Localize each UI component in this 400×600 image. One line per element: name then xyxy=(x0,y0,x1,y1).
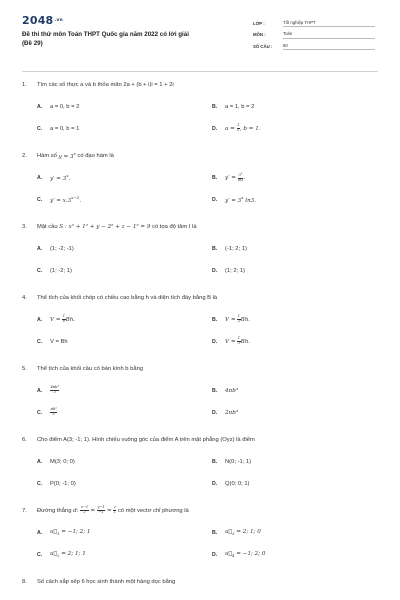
option-d[interactable]: D. 2πb³ xyxy=(212,409,239,416)
meta-subject: MÔN : Toán xyxy=(253,27,375,38)
option-d[interactable]: D. $y' = 3^x$ ln3. xyxy=(212,195,257,204)
question-stem: 3. Mặt cầu S : x² + 1² + y − 2² + z − 1² = 9 có tọa độ tâm I là xyxy=(22,223,197,230)
option-a[interactable]: A. (1; -2; -1) xyxy=(37,245,74,252)
option-d[interactable]: D. $u⃗_4 = -1$; 2; 0 xyxy=(212,550,266,559)
option-b[interactable]: B. 4πb³ xyxy=(212,387,239,394)
option-c[interactable]: C. V = Bh xyxy=(37,338,68,345)
option-a[interactable]: A. $\frac{\text{4πb³}}{3}$ xyxy=(37,385,59,394)
option-b[interactable]: B. $u⃗_3 = 2$; 1; 0 xyxy=(212,528,261,537)
meta-class: LỚP : Tốt nghiệp THPT xyxy=(253,16,375,27)
question-stem: 5. Thể tích của khối cầu có bán kính b bằng xyxy=(22,365,144,372)
option-b[interactable]: B. N(0; -1; 1) xyxy=(212,458,252,465)
option-c[interactable]: C. a = 0, b = 1 xyxy=(37,125,80,132)
option-c[interactable]: C. $\frac{\text{πb³}}{3}$ xyxy=(37,407,57,416)
option-a[interactable]: A. V = $\frac{1}{6}$ Bh. xyxy=(37,314,76,323)
meta-question-count: SỐ CÂU : 50 xyxy=(253,39,375,50)
meta-box xyxy=(253,16,375,50)
option-d[interactable]: D. Q(0; 0; 1) xyxy=(212,480,250,487)
option-d[interactable]: D. V = $\frac{1}{3}$ Bh. xyxy=(212,336,251,345)
option-b[interactable]: B. a = 1, b = 2 xyxy=(212,103,255,110)
option-a[interactable]: A. $y' = 3^x$. xyxy=(37,173,71,182)
option-c[interactable]: C. (1; -2; 1) xyxy=(37,267,72,274)
option-b[interactable]: B. V = $\frac{1}{2}$ Bh. xyxy=(212,314,251,323)
option-a[interactable]: A. a = 0, b = 2 xyxy=(37,103,80,110)
document-title: Đề thi thử môn Toán THPT Quốc gia năm 2022 có lời giải (Đề 29) xyxy=(22,31,189,47)
option-a[interactable]: A. M(3; 0; 0) xyxy=(37,458,75,465)
question-stem: 2. Hàm số $y = 3^x$ có đạo hàm là xyxy=(22,151,114,160)
option-d[interactable]: D. a = $\frac{1}{2}$ , b = 1. xyxy=(212,123,261,132)
document-header xyxy=(0,0,400,66)
option-a[interactable]: A. $u⃗_1 = -1$; 2; 1 xyxy=(37,528,91,537)
question-stem: 1. Tìm các số thực a và b thỏa mãn 2a + (b + i)i = 1 + 2i xyxy=(22,81,174,88)
question-stem: 8. Số cách sắp xếp 6 học sinh thành một hàng dọc bằng xyxy=(22,578,176,585)
option-c[interactable]: C. $y' = x.3^{x-1}$. xyxy=(37,195,82,204)
option-c[interactable]: C. P(0; -1; 0) xyxy=(37,480,76,487)
header-divider xyxy=(22,71,378,72)
option-b[interactable]: B. y′ = $\frac{3^x}{\ln 3}$ . xyxy=(212,171,246,183)
question-stem: 7. Đường thẳng d: $\frac{x-1}{2}$ = $\frac{y-1}{-1}$ = $\frac{z}{1}$ có một vectơ chỉ phương là xyxy=(22,505,189,514)
option-d[interactable]: D. (1; 2; 1) xyxy=(212,267,245,274)
option-c[interactable]: C. $u⃗_2 = 2$; 1; 1 xyxy=(37,550,86,559)
site-logo[interactable]: $2048^{.vn}$ xyxy=(22,14,63,27)
question-stem: 4. Thể tích của khối chóp có chiều cao bằng h và diện tích đáy bằng B là xyxy=(22,294,218,301)
question-stem: 6. Cho điểm A(3; -1; 1). Hình chiếu vuông góc của điểm A trên mặt phẳng (Oyz) là điểm xyxy=(22,436,255,443)
option-b[interactable]: B. (-1; 2; 1) xyxy=(212,245,247,252)
